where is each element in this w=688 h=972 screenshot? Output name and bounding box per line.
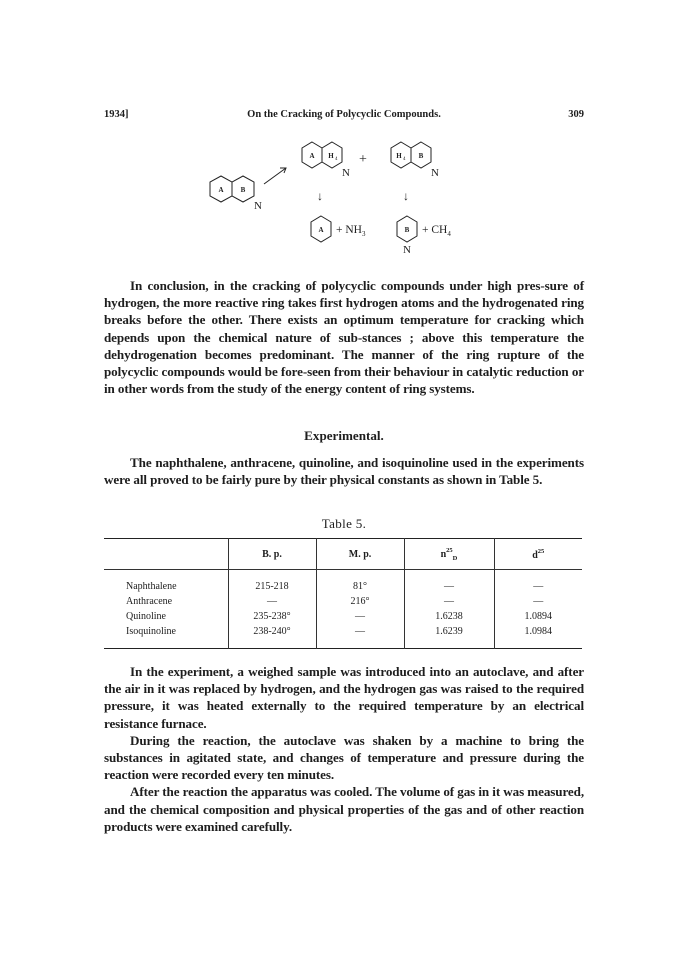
quinoline-nitrogen: N [254, 200, 262, 212]
down-arrow-left: ↓ [317, 189, 323, 203]
table-row: Naphthalene 215-218 81° — — [104, 570, 582, 595]
table-row: Quinoline 235-238° — 1.6238 1.0894 [104, 609, 582, 624]
pyridine-label-b: B [404, 226, 410, 234]
tetrahydro-label-h2: H [396, 152, 402, 160]
header-year: 1934] [104, 109, 129, 120]
reaction-arrow [264, 168, 286, 184]
down-arrow-right: ↓ [403, 189, 409, 203]
quinoline-label-a: A [218, 186, 224, 194]
materials-paragraph: The naphthalene, anthracene, quinoline, and isoquinoline used in the experiments were all proved to be fairly pure by their physical constants as shown in Table 5. [104, 455, 584, 488]
tetrahydro-label-b: B [418, 152, 424, 160]
col-header-substance [104, 539, 228, 570]
col-header-bp: B. p. [228, 539, 316, 570]
physical-constants-table [104, 538, 582, 649]
methane-product: + $CH_4$ [422, 224, 451, 238]
procedure-paragraph-1: In the experiment, a weighed sample was introduced into an autoclave, and after the air in it was replaced by hydrogen, and the hydrogen gas was raised to the required pressure, it was heated externally to the required temperature by an electrical resistance furnace. [104, 664, 584, 731]
tetrahydro-label-h: H [328, 152, 334, 160]
benzene-label-a: A [318, 226, 324, 234]
reaction-scheme [200, 136, 490, 266]
table-header-row [104, 539, 582, 570]
running-header [104, 109, 584, 125]
quinoline-label-b: B [240, 186, 246, 194]
col-header-density: $d^{25}$ [494, 539, 582, 570]
tetrahydro-label-a: A [309, 152, 315, 160]
table-row: Isoquinoline 238-240° — 1.6239 1.0984 [104, 624, 582, 649]
pyridine-nitrogen: N [403, 244, 411, 256]
section-heading: Experimental. [304, 428, 384, 443]
procedure-paragraph-3: After the reaction the apparatus was cooled. The volume of gas in it was measured, and the chemical composition and physical properties of the gas and of other reaction products were examined carefully. [104, 784, 584, 834]
plus-sign: + [359, 152, 367, 167]
col-header-refractive-index: $n^{25}_D$ [404, 539, 494, 570]
table-row: Anthracene — 216° — — [104, 594, 582, 609]
conclusion-paragraph: In conclusion, in the cracking of polycyclic compounds under high pres-sure of hydrogen, the more reactive ring takes first hydrogen atoms and the hydrogenated ring breaks before the other. There exists an optimum temperature for cracking which depends upon the chemical nature of sub-stances ; above this temperature the dehydrogenation becomes predominant. The manner of the ring rupture of the polycyclic compounds would be fore-seen from their behaviour in catalytic reduction or in other words from the study of the energy content of ring systems. [104, 278, 584, 397]
ammonia-product: + $NH_3$ [336, 224, 366, 238]
header-title: On the Cracking of Polycyclic Compounds. [247, 109, 441, 120]
h4-subscript-1: 4 [335, 157, 338, 162]
h4-subscript-2: 4 [403, 157, 406, 162]
col-header-mp: M. p. [316, 539, 404, 570]
header-page-number: 309 [568, 109, 584, 120]
procedure-paragraphs [104, 663, 584, 835]
table-caption: Table 5. [321, 516, 367, 531]
tetrahydro-nitrogen-2: N [431, 167, 439, 179]
tetrahydro-nitrogen-1: N [342, 167, 350, 179]
procedure-paragraph-2: During the reaction, the autoclave was shaken by a machine to bring the substances in agitated state, and changes of temperature and pressure during the reaction were recorded every ten minutes. [104, 732, 584, 783]
